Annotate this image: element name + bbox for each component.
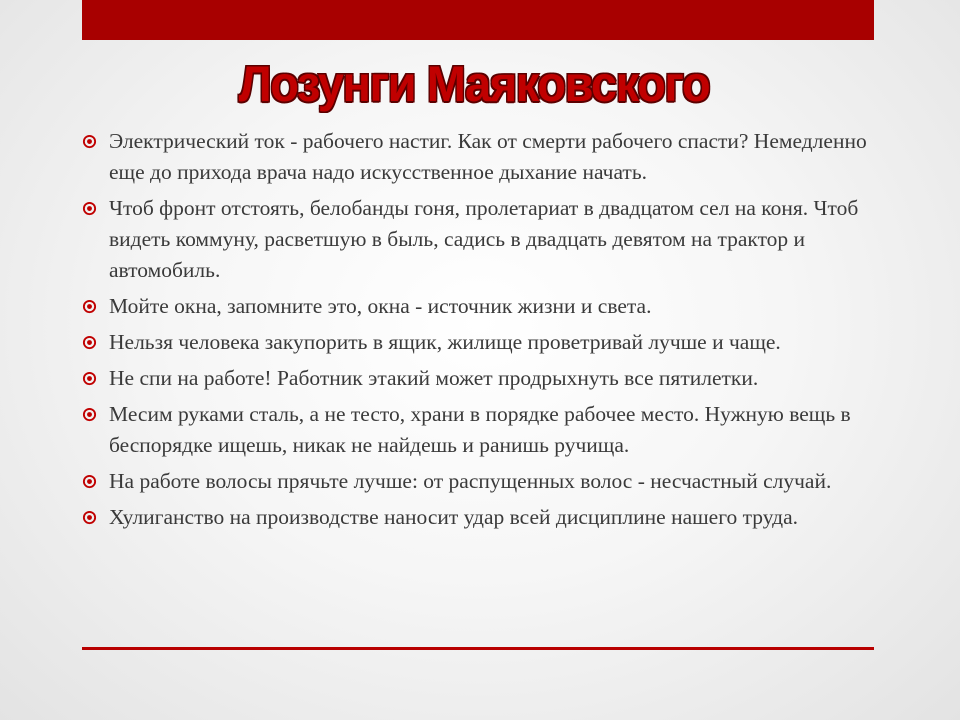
bottom-divider	[82, 647, 874, 650]
list-item	[80, 193, 880, 286]
circled-dot-icon	[82, 407, 97, 422]
circled-dot-icon	[82, 510, 97, 525]
slogan-text: Не спи на работе! Работник этакий может продрыхнуть все пятилетки.	[109, 366, 759, 390]
list-item	[80, 291, 880, 322]
circled-dot-icon	[82, 371, 97, 386]
slogan-text: На работе волосы прячьте лучше: от распущенных волос - несчастный случай.	[109, 469, 832, 493]
circled-dot-icon	[82, 201, 97, 216]
top-accent-bar	[82, 0, 874, 40]
list-item	[80, 466, 880, 497]
list-item	[80, 399, 880, 461]
circled-dot-icon	[82, 299, 97, 314]
slogan-text: Мойте окна, запомните это, окна - источник жизни и света.	[109, 294, 652, 318]
slogan-text: Месим руками сталь, а не тесто, храни в порядке рабочее место. Нужную вещь в беспорядке ищешь, никак не найдешь и ранишь ручища.	[109, 402, 851, 457]
circled-dot-icon	[82, 134, 97, 149]
slogan-text: Электрический ток - рабочего настиг. Как от смерти рабочего спасти? Немедленно еще до прихода врача надо искусственное дыхание начать.	[109, 129, 867, 184]
slogan-text: Чтоб фронт отстоять, белобанды гоня, пролетариат в двадцатом сел на коня. Чтоб видеть коммуну, раcветшую в быль, садись в двадцать девятом на трактор и автомобиль.	[109, 196, 859, 282]
list-item	[80, 502, 880, 533]
list-item	[80, 126, 880, 188]
list-item	[80, 363, 880, 394]
list-item	[80, 327, 880, 358]
slogan-list	[80, 126, 880, 538]
slide-title: Лозунги Маяковского	[238, 56, 710, 112]
circled-dot-icon	[82, 335, 97, 350]
slogan-text: Нельзя человека закупорить в ящик, жилище проветривай лучше и чаще.	[109, 330, 781, 354]
circled-dot-icon	[82, 474, 97, 489]
slogan-text: Хулиганство на производстве наносит удар всей дисциплине нашего труда.	[109, 505, 799, 529]
